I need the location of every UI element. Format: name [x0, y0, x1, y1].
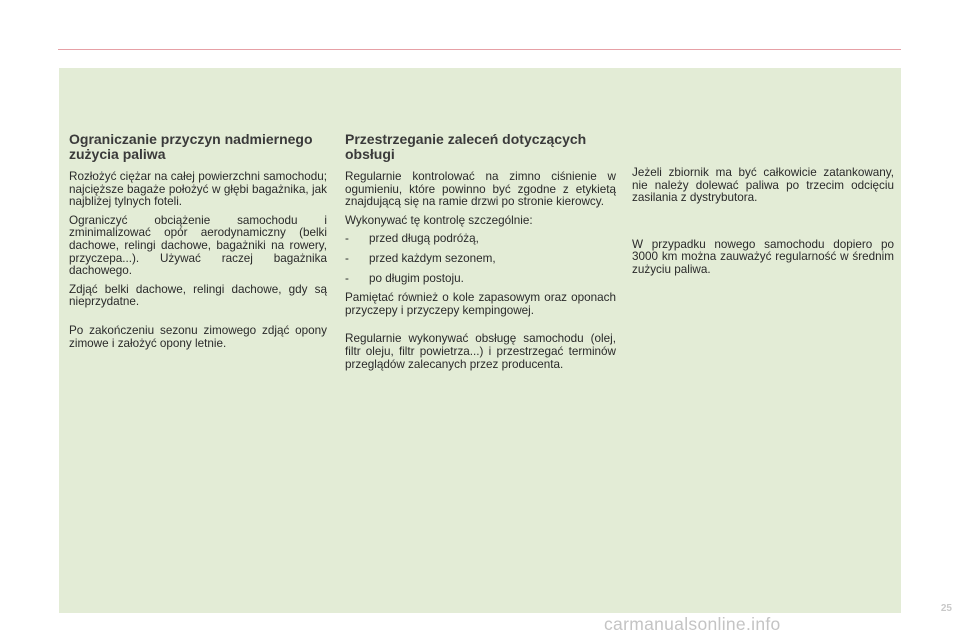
list-item: - przed długą podróżą, [345, 232, 479, 246]
list-item: - po długim postoju. [345, 271, 464, 285]
paragraph: Rozłożyć ciężar na całej powierzchni samochodu; najcięższe bagaże położyć w głębi bagażnika, jak najbliżej tylnych foteli. [69, 170, 327, 209]
page-number: 25 [940, 603, 952, 614]
paragraph: Ograniczyć obciążenie samochodu i zminimalizować opór aerodynamiczny (belki dachowe, relingi dachowe, bagażniki na rowery, przyczepa...). Używać raczej bagażnika dachowego. [69, 213, 327, 278]
section-heading-maintenance: Przestrzeganie zaleceń dotyczących obsługi [345, 131, 587, 162]
paragraph: Zdjąć belki dachowe, relingi dachowe, gdy są nieprzydatne. [69, 282, 327, 309]
check-list [345, 233, 616, 285]
list-item: - przed każdym sezonem, [345, 251, 496, 265]
column-refuelling [632, 167, 894, 283]
paragraph: Regularnie wykonywać obsługę samochodu (olej, filtr oleju, filtr powietrza...) i przestrzegać terminów przeglądów zalecanych przez producenta. [345, 332, 616, 371]
header-rule [58, 49, 901, 50]
paragraph: W przypadku nowego samochodu dopiero po 3000 km można zauważyć regularność w średnim zużyciu paliwa. [632, 237, 894, 276]
watermark: carmanualsonline.info [604, 614, 781, 634]
column-fuel-consumption [69, 132, 327, 356]
paragraph: Regularnie kontrolować na zimno ciśnienie w ogumieniu, które powinno być zgodne z etykietą znajdującą się na ramie drzwi po stronie kierowcy. [345, 170, 616, 209]
paragraph: Wykonywać tę kontrolę szczególnie: [345, 213, 533, 227]
paragraph: Pamiętać również o kole zapasowym oraz oponach przyczepy i przyczepy kempingowej. [345, 291, 616, 317]
section-heading-fuel: Ograniczanie przyczyn nadmiernego zużycia paliwa [69, 131, 313, 162]
paragraph: Jeżeli zbiornik ma być całkowicie zatankowany, nie należy dolewać paliwa po trzecim odcięciu zasilania z dystrybutora. [632, 166, 894, 205]
column-maintenance [345, 132, 616, 377]
paragraph: Po zakończeniu sezonu zimowego zdjąć opony zimowe i założyć opony letnie. [69, 323, 327, 350]
